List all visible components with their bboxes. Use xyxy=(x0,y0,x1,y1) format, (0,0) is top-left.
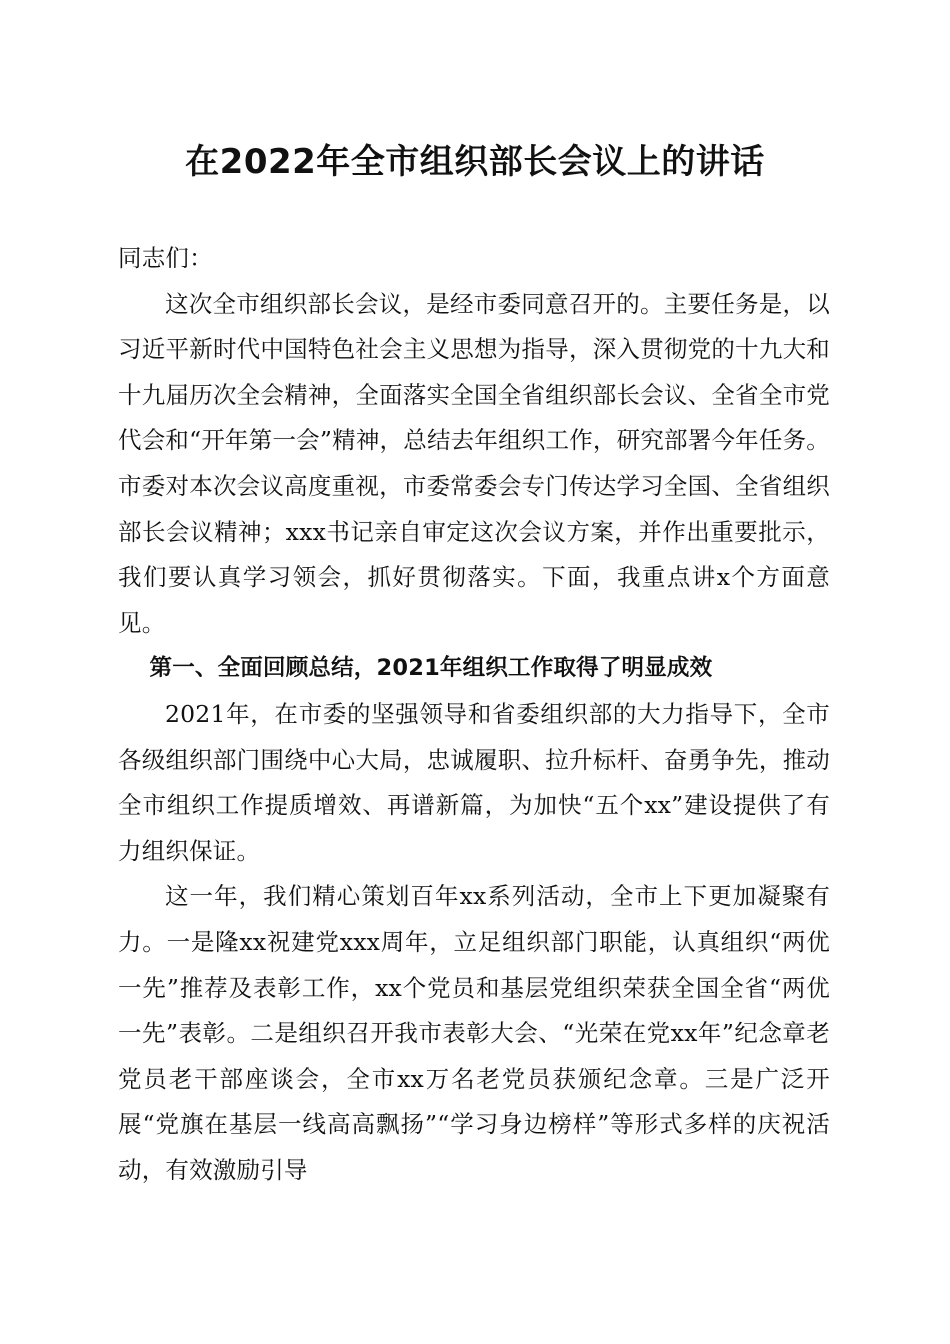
paragraph-intro: 这次全市组织部长会议，是经市委同意召开的。主要任务是，以习近平新时代中国特色社会主义思想为指导，深入贯彻党的十九大和十九届历次全会精神，全面落实全国全省组织部长会议、全省全市党代会和“开年第一会”精神，总结去年组织工作，研究部署今年任务。市委对本次会议高度重视，市委常委会专门传达学习全国、全省组织部长会议精神；xxx书记亲自审定这次会议方案，并作出重要批示，我们要认真学习领会，抓好贯彻落实。下面，我重点讲x个方面意见。 xyxy=(118,289,830,637)
section-heading: 第一、全面回顾总结，2021年组织工作取得了明显成效 xyxy=(149,655,713,682)
salutation: 同志们： xyxy=(118,244,213,272)
document-body xyxy=(118,236,830,1193)
paragraph-activities: 这一年，我们精心策划百年xx系列活动，全市上下更加凝聚有力。一是隆xx祝建党xxx周年，立足组织部门职能，认真组织“两优一先”推荐及表彰工作，xx个党员和基层党组织荣获全国全省“两优一先”表彰。二是组织召开我市表彰大会、“光荣在党xx年”纪念章老党员老干部座谈会，全市xx万名老党员获颁纪念章。三是广泛开展“党旗在基层一线高高飘扬”“学习身边榜样”等形式多样的庆祝活动，有效激励引导 xyxy=(118,882,830,1184)
paragraph-summary: 2021年，在市委的坚强领导和省委组织部的大力指导下，全市各级组织部门围绕中心大局，忠诚履职、拉升标杆、奋勇争先，推动全市组织工作提质增效、再谱新篇，为加快“五个xx”建设提供了有力组织保证。 xyxy=(118,699,830,865)
document-title: 在2022年全市组织部长会议上的讲话 xyxy=(185,142,765,182)
